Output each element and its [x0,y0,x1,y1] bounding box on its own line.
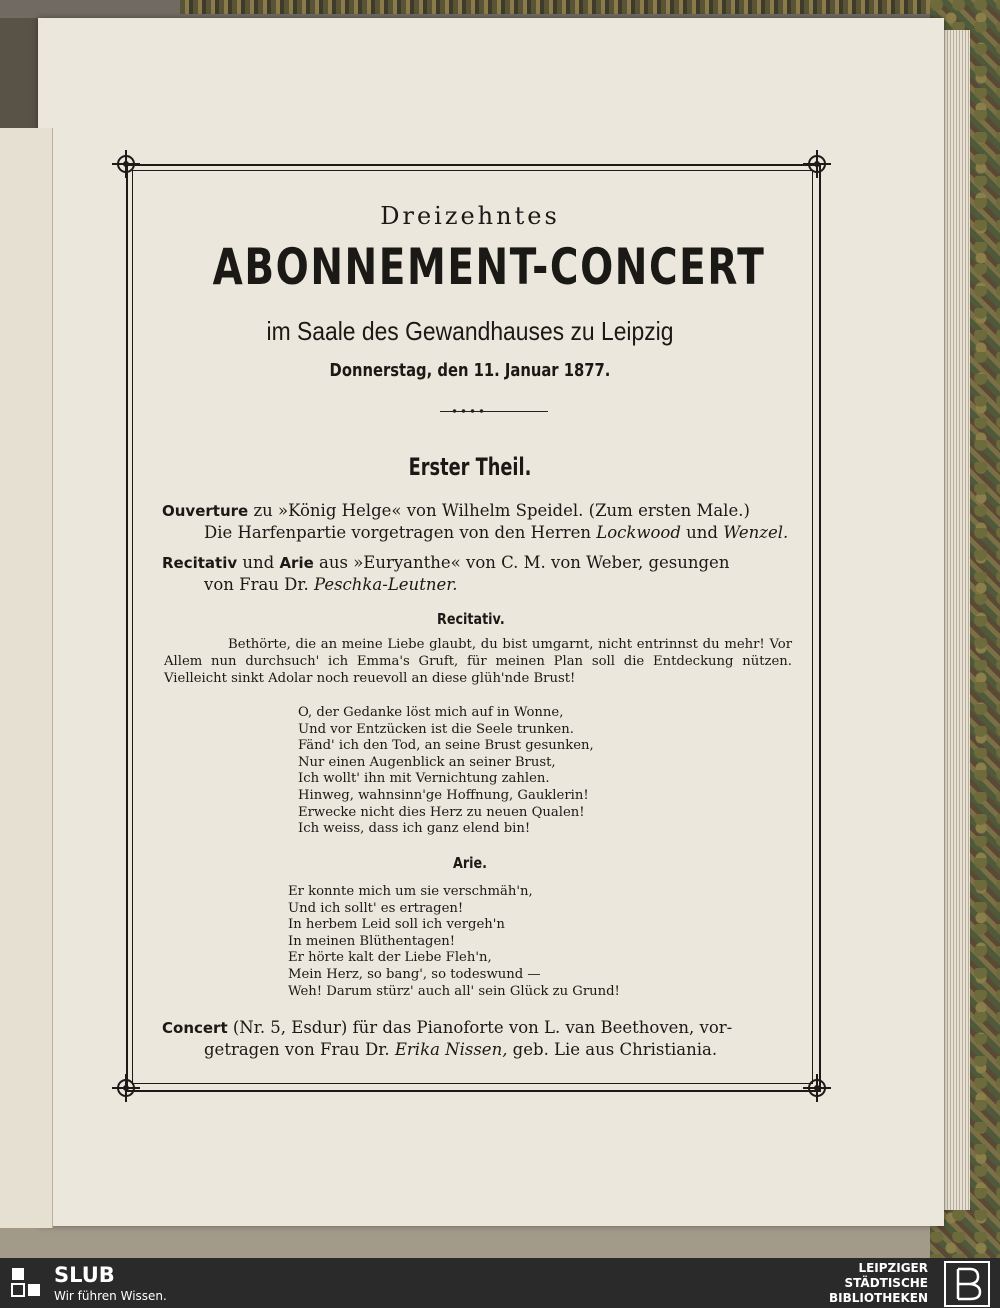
page-title: ABONNEMENT-CONCERT [212,238,766,296]
item-label: Recitativ [162,554,238,572]
item-label: Ouverture [162,502,249,520]
verse-line: In meinen Blüthentagen! [288,933,456,949]
slub-brand[interactable]: SLUB [54,1263,115,1287]
item-text: von Frau Dr. [204,575,314,594]
concert-date: Donnerstag, den 11. Januar 1877. [329,360,611,381]
frame-corner-ornament-icon [803,1074,831,1102]
library-logo-icon[interactable] [944,1261,990,1307]
frame-corner-ornament-icon [112,1074,140,1102]
slub-logo-icon[interactable] [10,1266,42,1298]
arie-heading: Arie. [453,854,488,872]
concert-number: Dreizehntes [380,202,560,230]
performer-name: Wenzel. [723,523,789,542]
verse-line: Hinweg, wahnsinn'ge Hoffnung, Gauklerin! [298,787,589,803]
item-text: zu »König Helge« von Wilhelm Speidel. (Zum ersten Male.) [248,501,750,520]
item-label: Concert [162,1019,228,1037]
book-top-edge [180,0,1000,14]
book-spine-shadow [0,18,38,128]
frame-corner-ornament-icon [112,150,140,178]
left-page-strip [0,128,53,1228]
verse-line: Erwecke nicht dies Herz zu neuen Qualen! [298,804,585,820]
program-item-concert [162,1017,792,1061]
performer-name: Erika Nissen, [394,1040,508,1059]
library-brand[interactable] [829,1261,928,1306]
item-text: und [237,553,280,572]
verse-line: Und ich sollt' es ertragen! [288,900,464,916]
verse-line: Und vor Entzücken ist die Seele trunken. [298,721,574,737]
item-label: Arie [279,554,314,572]
verse-line: Mein Herz, so bang', so todeswund — [288,966,541,982]
slub-tagline: Wir führen Wissen. [54,1289,167,1303]
library-brand-line: BIBLIOTHEKEN [828,1291,928,1305]
item-text: getragen von Frau Dr. [204,1040,395,1059]
program-item-ouverture [162,500,792,544]
recitativ-prose [164,636,792,688]
program-item-recitativ [162,552,792,596]
venue-line: im Saale des Gewandhauses zu Leipzig [266,316,674,346]
item-text: und [680,523,724,542]
verse-line: O, der Gedanke löst mich auf in Wonne, [298,705,564,720]
item-text: aus »Euryanthe« von C. M. von Weber, gesungen [313,553,730,572]
lyrics-text: Bethörte, die an meine Liebe glaubt, du bist umgarnt, nicht entrinnst du mehr! Vor Allem nun durchsuch' ich Emma's Gruft, für meinen Plan soll die Entdeckung nützen. Vielleicht sinkt Adolar noch reuevoll an diese glüh'nde Brust! [164,637,792,687]
recitativ-verse [298,705,594,838]
item-text: Die Harfenpartie vorgetragen von den Herren [204,523,597,542]
verse-line: Er konnte mich um sie verschmäh'n, [288,884,533,899]
item-text: geb. Lie aus Christiania. [507,1040,718,1059]
verse-line: Weh! Darum stürz' auch all' sein Glück zu Grund! [288,983,620,999]
verse-line: Ich weiss, dass ich ganz elend bin! [298,821,531,837]
arie-verse [288,884,620,1000]
verse-line: Fänd' ich den Tod, an seine Brust gesunken, [298,738,594,754]
frame-corner-ornament-icon [803,150,831,178]
library-brand-line: LEIPZIGER [858,1261,928,1275]
performer-name: Peschka-Leutner. [313,575,458,594]
verse-line: Er hörte kalt der Liebe Fleh'n, [288,950,492,966]
section-heading: Erster Theil. [408,453,532,481]
divider-ornament [450,408,486,414]
verse-line: Nur einen Augenblick an seiner Brust, [298,754,556,770]
verse-line: Ich wollt' ihn mit Vernichtung zahlen. [298,771,550,787]
item-text: (Nr. 5, Esdur) für das Pianoforte von L. van Beethoven, vor- [227,1018,733,1037]
recitativ-heading: Recitativ. [437,610,505,628]
verse-line: In herbem Leid soll ich vergeh'n [288,917,505,933]
library-brand-line: STÄDTISCHE [844,1276,928,1290]
performer-name: Lockwood [596,523,681,542]
